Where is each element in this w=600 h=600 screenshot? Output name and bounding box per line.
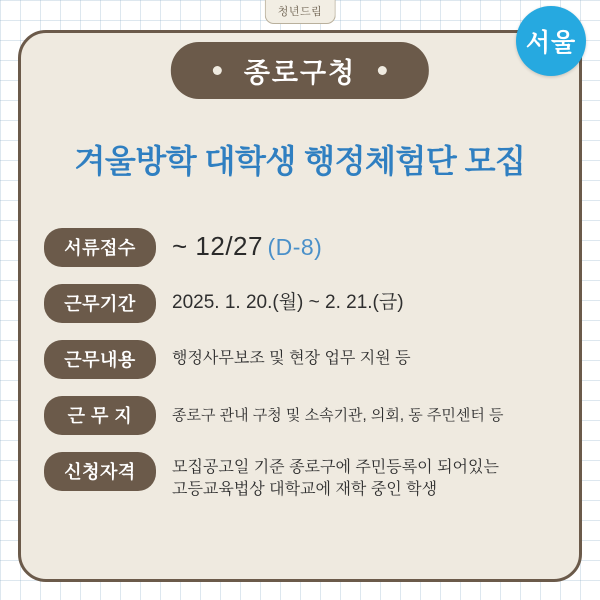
- list-item: [44, 452, 544, 500]
- list-item: [44, 396, 544, 435]
- info-value-eligibility: [156, 452, 499, 500]
- info-list: [44, 228, 544, 517]
- info-label-application-period: 서류접수: [44, 228, 156, 267]
- info-label-work-place: 근 무 지: [44, 396, 156, 435]
- eligibility-line-1: 모집공고일 기준 종로구에 주민등록이 되어있는: [172, 459, 499, 476]
- work-period-text: 2025. 1. 20.(월) ~ 2. 21.(금): [172, 292, 404, 313]
- list-item: [44, 284, 544, 323]
- info-value-application-period: [156, 228, 322, 264]
- office-name-label: 종로구청: [243, 58, 357, 88]
- seoul-badge-label: 서울: [525, 29, 577, 57]
- info-value-work-period: [156, 284, 404, 316]
- work-place-text: 종로구 관내 구청 및 소속기관, 의회, 동 주민센터 등: [172, 407, 504, 424]
- info-label-work-period: 근무기간: [44, 284, 156, 323]
- list-item: [44, 340, 544, 379]
- list-item: [44, 228, 544, 267]
- work-content-text: 행정사무보조 및 현장 업무 지원 등: [172, 350, 411, 367]
- office-name-pill: [171, 42, 429, 99]
- dot-right-icon: [378, 66, 387, 75]
- application-date: ~ 12/27: [172, 231, 263, 261]
- info-value-work-place: [156, 396, 503, 427]
- seoul-badge: [516, 6, 586, 76]
- info-label-work-content: 근무내용: [44, 340, 156, 379]
- dot-left-icon: [213, 66, 222, 75]
- application-dday: (D-8): [267, 234, 323, 260]
- page-title: 겨울방학 대학생 행정체험단 모집: [74, 143, 526, 179]
- info-value-work-content: [156, 340, 411, 370]
- info-label-eligibility: 신청자격: [44, 452, 156, 491]
- top-tag: 청년드림: [265, 0, 336, 24]
- eligibility-line-2: 고등교육법상 대학교에 재학 중인 학생: [172, 480, 438, 498]
